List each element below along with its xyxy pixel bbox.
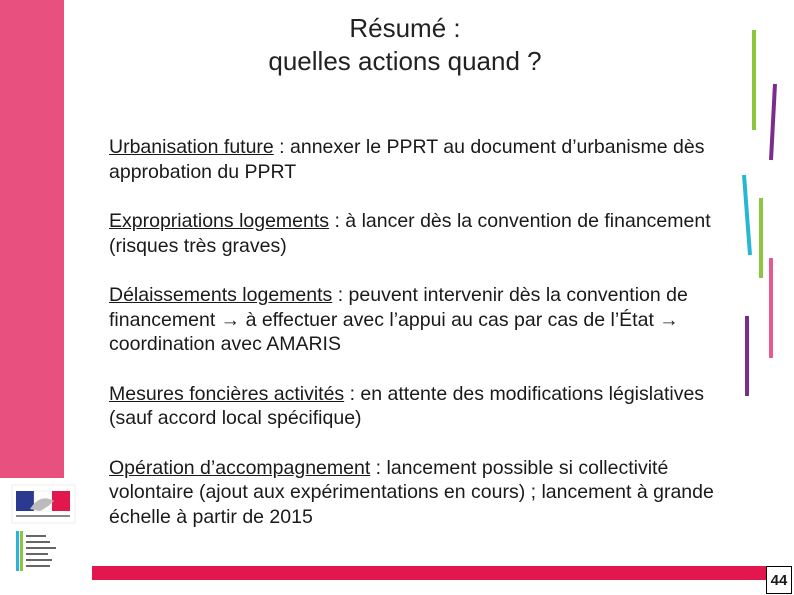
title-line-2: quelles actions quand ? [268, 46, 542, 76]
item-term: Expropriations logements [109, 210, 330, 232]
item-text: : lancement possible si collectivité volontaire (ajout aux expérimentations en cours) ; lancement à grande échelle à partir de 2015 [109, 456, 714, 528]
list-item [109, 456, 729, 530]
page-number: 44 [766, 566, 792, 594]
list-item [109, 382, 729, 431]
list-item [109, 209, 729, 258]
item-term: Opération d’accompagnement [109, 456, 371, 479]
slide-content [109, 135, 729, 554]
item-term: Délaissements logements [109, 284, 333, 306]
list-item [109, 135, 729, 184]
decorative-lines-icon [735, 20, 791, 400]
item-text: : à lancer dès la convention de financement (risques très graves) [109, 210, 711, 257]
item-term: Urbanisation future [109, 136, 274, 158]
item-term: Mesures foncières activités [109, 382, 345, 405]
slide-title [150, 12, 660, 78]
title-line-1: Résumé : [349, 13, 461, 43]
marianne-logo-icon [10, 483, 80, 583]
list-item [109, 283, 729, 357]
item-text: : peuvent intervenir dès la convention de financement → à effectuer avec l’appui au cas par cas de l’État → coordination avec AMARIS [109, 284, 688, 355]
item-text: : en attente des modifications législatives (sauf accord local spécifique) [109, 382, 705, 429]
bottom-bar [92, 566, 766, 580]
item-text: : annexer le PPRT au document d’urbanisme dès approbation du PPRT [109, 136, 705, 183]
